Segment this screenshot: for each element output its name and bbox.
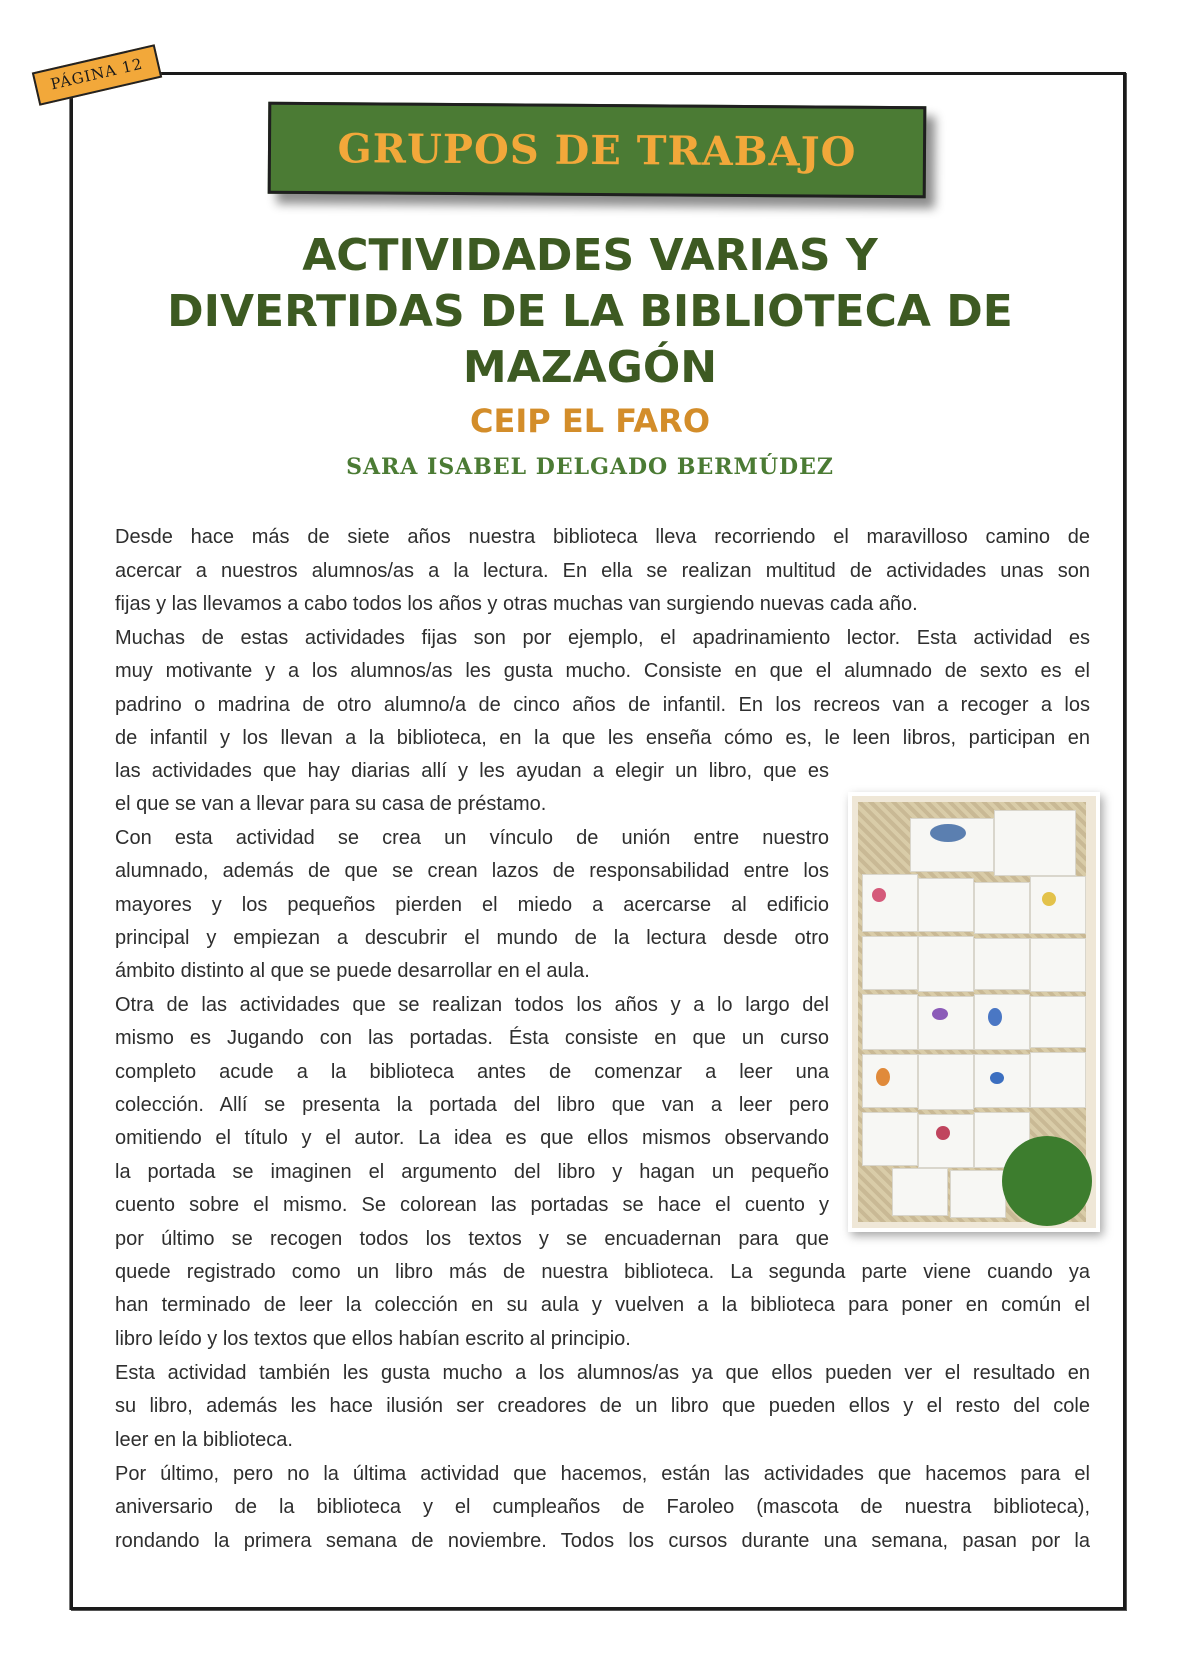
body-line: omitiendo el título y el autor. La idea es que ellos mismos observando: [115, 1127, 829, 1149]
body-line: padrino o madrina de otro alumno/a de cinco años de infantil. En los recreos van a recoger a los: [115, 694, 1090, 716]
photo-paper-sheet: [862, 994, 918, 1050]
body-line: por último se recogen todos los textos y se encuadernan para que: [115, 1228, 829, 1250]
photo-paper-sheet: [918, 1054, 974, 1110]
body-line: la portada se imaginen el argumento del libro y hagan un pequeño: [115, 1161, 829, 1183]
body-line: alumnado, además de que se crean lazos de responsabilidad entre los: [115, 860, 829, 882]
section-banner-label: GRUPOS DE TRABAJO: [337, 125, 857, 176]
body-line: Esta actividad también les gusta mucho a los alumnos/as ya que ellos pueden ver el resultado en: [115, 1362, 1090, 1384]
body-line: Desde hace más de siete años nuestra biblioteca lleva recorriendo el maravilloso camino de: [115, 526, 1090, 548]
body-line: fijas y las llevamos a cabo todos los años y otras muchas van surgiendo nuevas cada año.: [115, 593, 918, 615]
photo-green-tree: [1002, 1136, 1092, 1226]
photo-drawing-mark: [872, 888, 886, 902]
body-line: ámbito distinto al que se puede desarrollar en el aula.: [115, 960, 590, 982]
body-line: acercar a nuestros alumnos/as a la lectura. En ella se realizan multitud de actividades unas son: [115, 560, 1090, 582]
photo-drawing-mark: [1042, 892, 1056, 906]
photo-paper-sheet: [918, 878, 974, 932]
photo-drawing-mark: [936, 1126, 950, 1140]
body-line: cuento sobre el mismo. Se colorean las portadas se hace el cuento y: [115, 1194, 829, 1216]
photo-paper-sheet: [892, 1168, 948, 1216]
photo-paper-sheet: [862, 874, 918, 932]
article-title: [90, 228, 1090, 396]
author-name: SARA ISABEL DELGADO BERMÚDEZ: [346, 454, 834, 480]
body-line: completo acude a la biblioteca antes de comenzar a leer una: [115, 1061, 829, 1083]
photo-paper-sheet: [994, 810, 1076, 876]
body-line: de infantil y los llevan a la biblioteca, en la que les enseña cómo es, le leen libros, participan en: [115, 727, 1090, 749]
body-line: mayores y los pequeños pierden el miedo a acercarse al edificio: [115, 894, 829, 916]
body-line: su libro, además les hace ilusión ser creadores de un libro que pueden ellos y el resto del cole: [115, 1395, 1090, 1417]
photo-paper-sheet: [974, 994, 1030, 1050]
photo-paper-sheet: [974, 882, 1030, 934]
body-line: leer en la biblioteca.: [115, 1429, 293, 1451]
photo-paper-sheet: [918, 996, 974, 1050]
photo-drawing-mark: [990, 1072, 1004, 1084]
body-line: rondando la primera semana de noviembre. Todos los cursos durante una semana, pasan por la: [115, 1530, 1090, 1552]
body-line: colección. Allí se presenta la portada del libro que van a leer pero: [115, 1094, 829, 1116]
photo-drawing-mark: [932, 1008, 948, 1020]
body-line: el que se van a llevar para su casa de préstamo.: [115, 793, 547, 815]
body-line: Muchas de estas actividades fijas son por ejemplo, el apadrinamiento lector. Esta actividad es: [115, 627, 1090, 649]
body-line: mismo es Jugando con las portadas. Ésta consiste en que un curso: [115, 1027, 829, 1049]
photo-paper-sheet: [918, 1114, 974, 1168]
photo-paper-sheet: [950, 1170, 1006, 1218]
body-line: muy motivante y a los alumnos/as les gusta mucho. Consiste en que el alumnado de sexto es el: [115, 660, 1090, 682]
title-line: ACTIVIDADES VARIAS Y: [302, 230, 878, 281]
photo-drawing-mark: [988, 1008, 1002, 1026]
photo-paper-sheet: [862, 1112, 918, 1166]
photo-paper-sheet: [974, 938, 1030, 990]
photo-paper-sheet: [1030, 938, 1086, 992]
activity-photo: [848, 792, 1100, 1232]
photo-drawing-mark: [876, 1068, 890, 1086]
photo-paper-sheet: [1030, 996, 1086, 1048]
photo-paper-sheet: [862, 1054, 918, 1108]
school-name: CEIP EL FARO: [469, 402, 711, 440]
photo-paper-sheet: [862, 936, 918, 990]
body-line: principal y empiezan a descubrir el mundo de la lectura desde otro: [115, 927, 829, 949]
body-line: libro leído y los textos que ellos habían escrito al principio.: [115, 1328, 631, 1350]
photo-paper-sheet: [1030, 876, 1086, 934]
section-banner: [268, 102, 927, 199]
body-line: Otra de las actividades que se realizan todos los años y a lo largo del: [115, 994, 829, 1016]
photo-paper-sheet: [918, 936, 974, 992]
body-line: las actividades que hay diarias allí y les ayudan a elegir un libro, que es: [115, 760, 829, 782]
photo-paper-sheet: [1030, 1052, 1086, 1108]
body-line: Con esta actividad se crea un vínculo de unión entre nuestro: [115, 827, 829, 849]
title-line: MAZAGÓN: [462, 342, 718, 393]
body-line: Por último, pero no la última actividad que hacemos, están las actividades que hacemos para el: [115, 1463, 1090, 1485]
body-line: aniversario de la biblioteca y el cumpleaños de Faroleo (mascota de nuestra biblioteca),: [115, 1496, 1090, 1518]
title-line: DIVERTIDAS DE LA BIBLIOTECA DE: [167, 286, 1013, 337]
page-number-tag: PÁGINA 12: [32, 44, 162, 105]
body-line: han terminado de leer la colección en su aula y vuelven a la biblioteca para poner en común el: [115, 1294, 1090, 1316]
body-line: quede registrado como un libro más de nuestra biblioteca. La segunda parte viene cuando ya: [115, 1261, 1090, 1283]
photo-umbrella-drawing: [930, 824, 966, 842]
